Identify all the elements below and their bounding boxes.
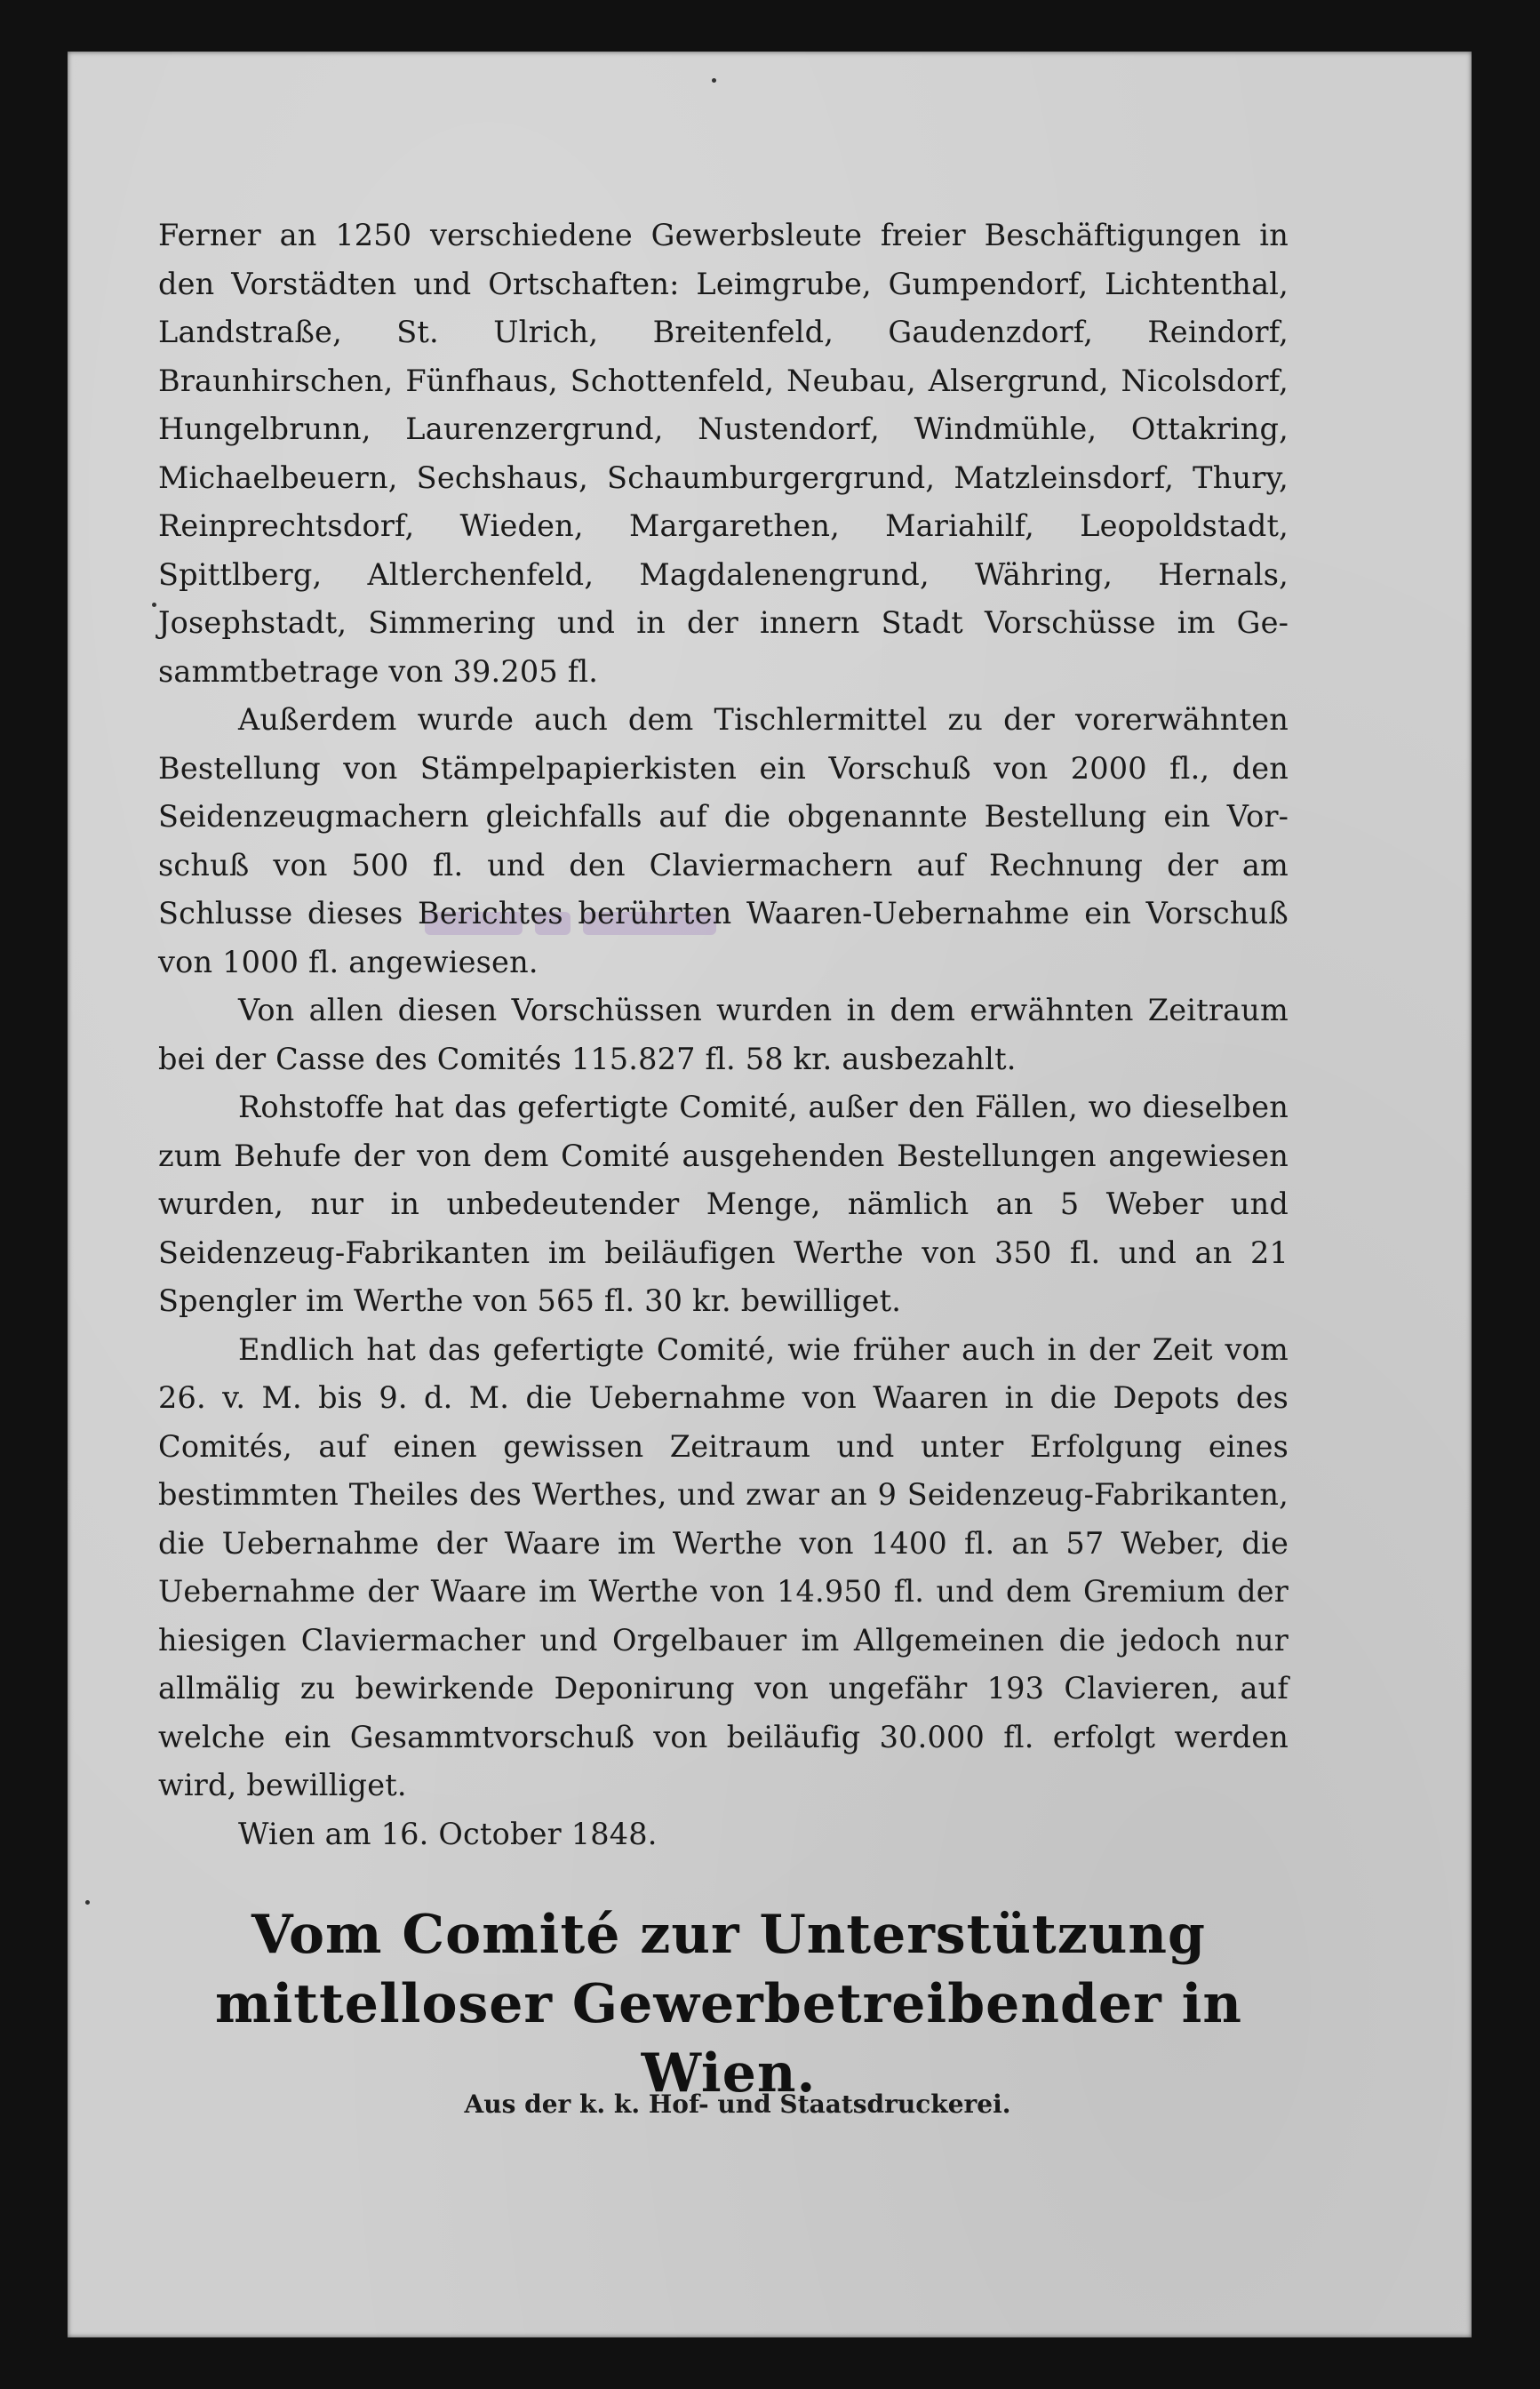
committee-signature-heading: Vom Comité zur Unterstützung mittelloser Gewerbetreibender in Wien. <box>214 1904 1242 2105</box>
printer-imprint: Aus der k. k. Hof- und Staatsdruckerei. <box>464 2089 1011 2119</box>
paragraph-additional-advances: Außerdem wurde auch dem Tischlermittel zu der vorerwähnten Bestellung von Stämpelpapierkisten ein Vorschuß von 2000 fl., den Seidenzeugmachern gleichfalls auf die obgenannte Bestellung ein Vorschuß von 500 fl. und den Claviermachern auf Rechnung der am Schlusse dieses Berichtes berührten Waaren-Uebernahme ein Vorschuß von 1000 fl. angewiesen. <box>158 702 1289 979</box>
paper-speck <box>712 78 716 83</box>
paper-speck <box>85 1900 90 1905</box>
date-line: Wien am 16. October 1848. <box>238 1816 658 1851</box>
paragraph-raw-materials: Rohstoffe hat das gefertigte Comité, außer den Fällen, wo dieselben zum Behufe der von dem Comité ausgehenden Bestellungen angewiesen wurden, nur in unbedeutender Menge, nämlich an 5 Weber und Seidenzeug-Fabrikanten im beiläufigen Werthe von 350 fl. und an 21 Spengler im Werthe von 565 fl. 30 kr. bewilliget. <box>158 1090 1289 1318</box>
paper-speck <box>152 603 156 607</box>
paragraph-goods-takeover: Endlich hat das gefertigte Comité, wie früher auch in der Zeit vom 26. v. M. bis 9. d. M. die Uebernahme von Waaren in die Depots des Comités, auf einen gewissen Zeitraum und unter Erfolgung eines bestimmten Theiles des Werthes, und zwar an 9 Seidenzeug-Fabrikanten, die Uebernahme der Waare im Werthe von 1400 fl. an 57 Weber, die Uebernahme der Waare im Werthe von 14.950 fl. und dem Gremium der hiesigen Claviermacher und Orgelbauer im Allgemeinen die jedoch nur allmälig zu bewirkende Deponirung von ungefähr 193 Clavieren, auf welche ein Gesammtvorschuß von beiläufig 30.000 fl. erfolgt werden wird, bewilliget. <box>158 1331 1289 1802</box>
paragraph-total-paid: Von allen diesen Vorschüssen wurden in dem erwähnten Zeitraum bei der Casse des Comités 115.827 fl. 58 kr. ausbezahlt. <box>158 993 1289 1076</box>
document-body <box>158 212 1289 1858</box>
paragraph-advances-list: Ferner an 1250 verschiedene Gewerbsleute freier Beschäftigungen in den Vorstädten und Ortschaften: Leimgrube, Gumpendorf, Lichtenthal, Landstraße, St. Ulrich, Breitenfeld, Gaudenzdorf, Reindorf, Braunhirschen, Fünfhaus, Schottenfeld, Neubau, Alsergrund, Nicolsdorf, Hungelbrunn, Laurenzergrund, Nustendorf, Windmühle, Ottakring, Michaelbeuern, Sechshaus, Schaumburgergrund, Matzleinsdorf, Thury, Reinprechtsdorf, Wieden, Margarethen, Mariahilf, Leopoldstadt, Spittlberg, Altlerchenfeld, Magdalenengrund, Währing, Hernals, Josephstadt, Simmering und in der innern Stadt Vorschüsse im Gesammtbetrage von 39.205 fl. <box>158 218 1289 689</box>
